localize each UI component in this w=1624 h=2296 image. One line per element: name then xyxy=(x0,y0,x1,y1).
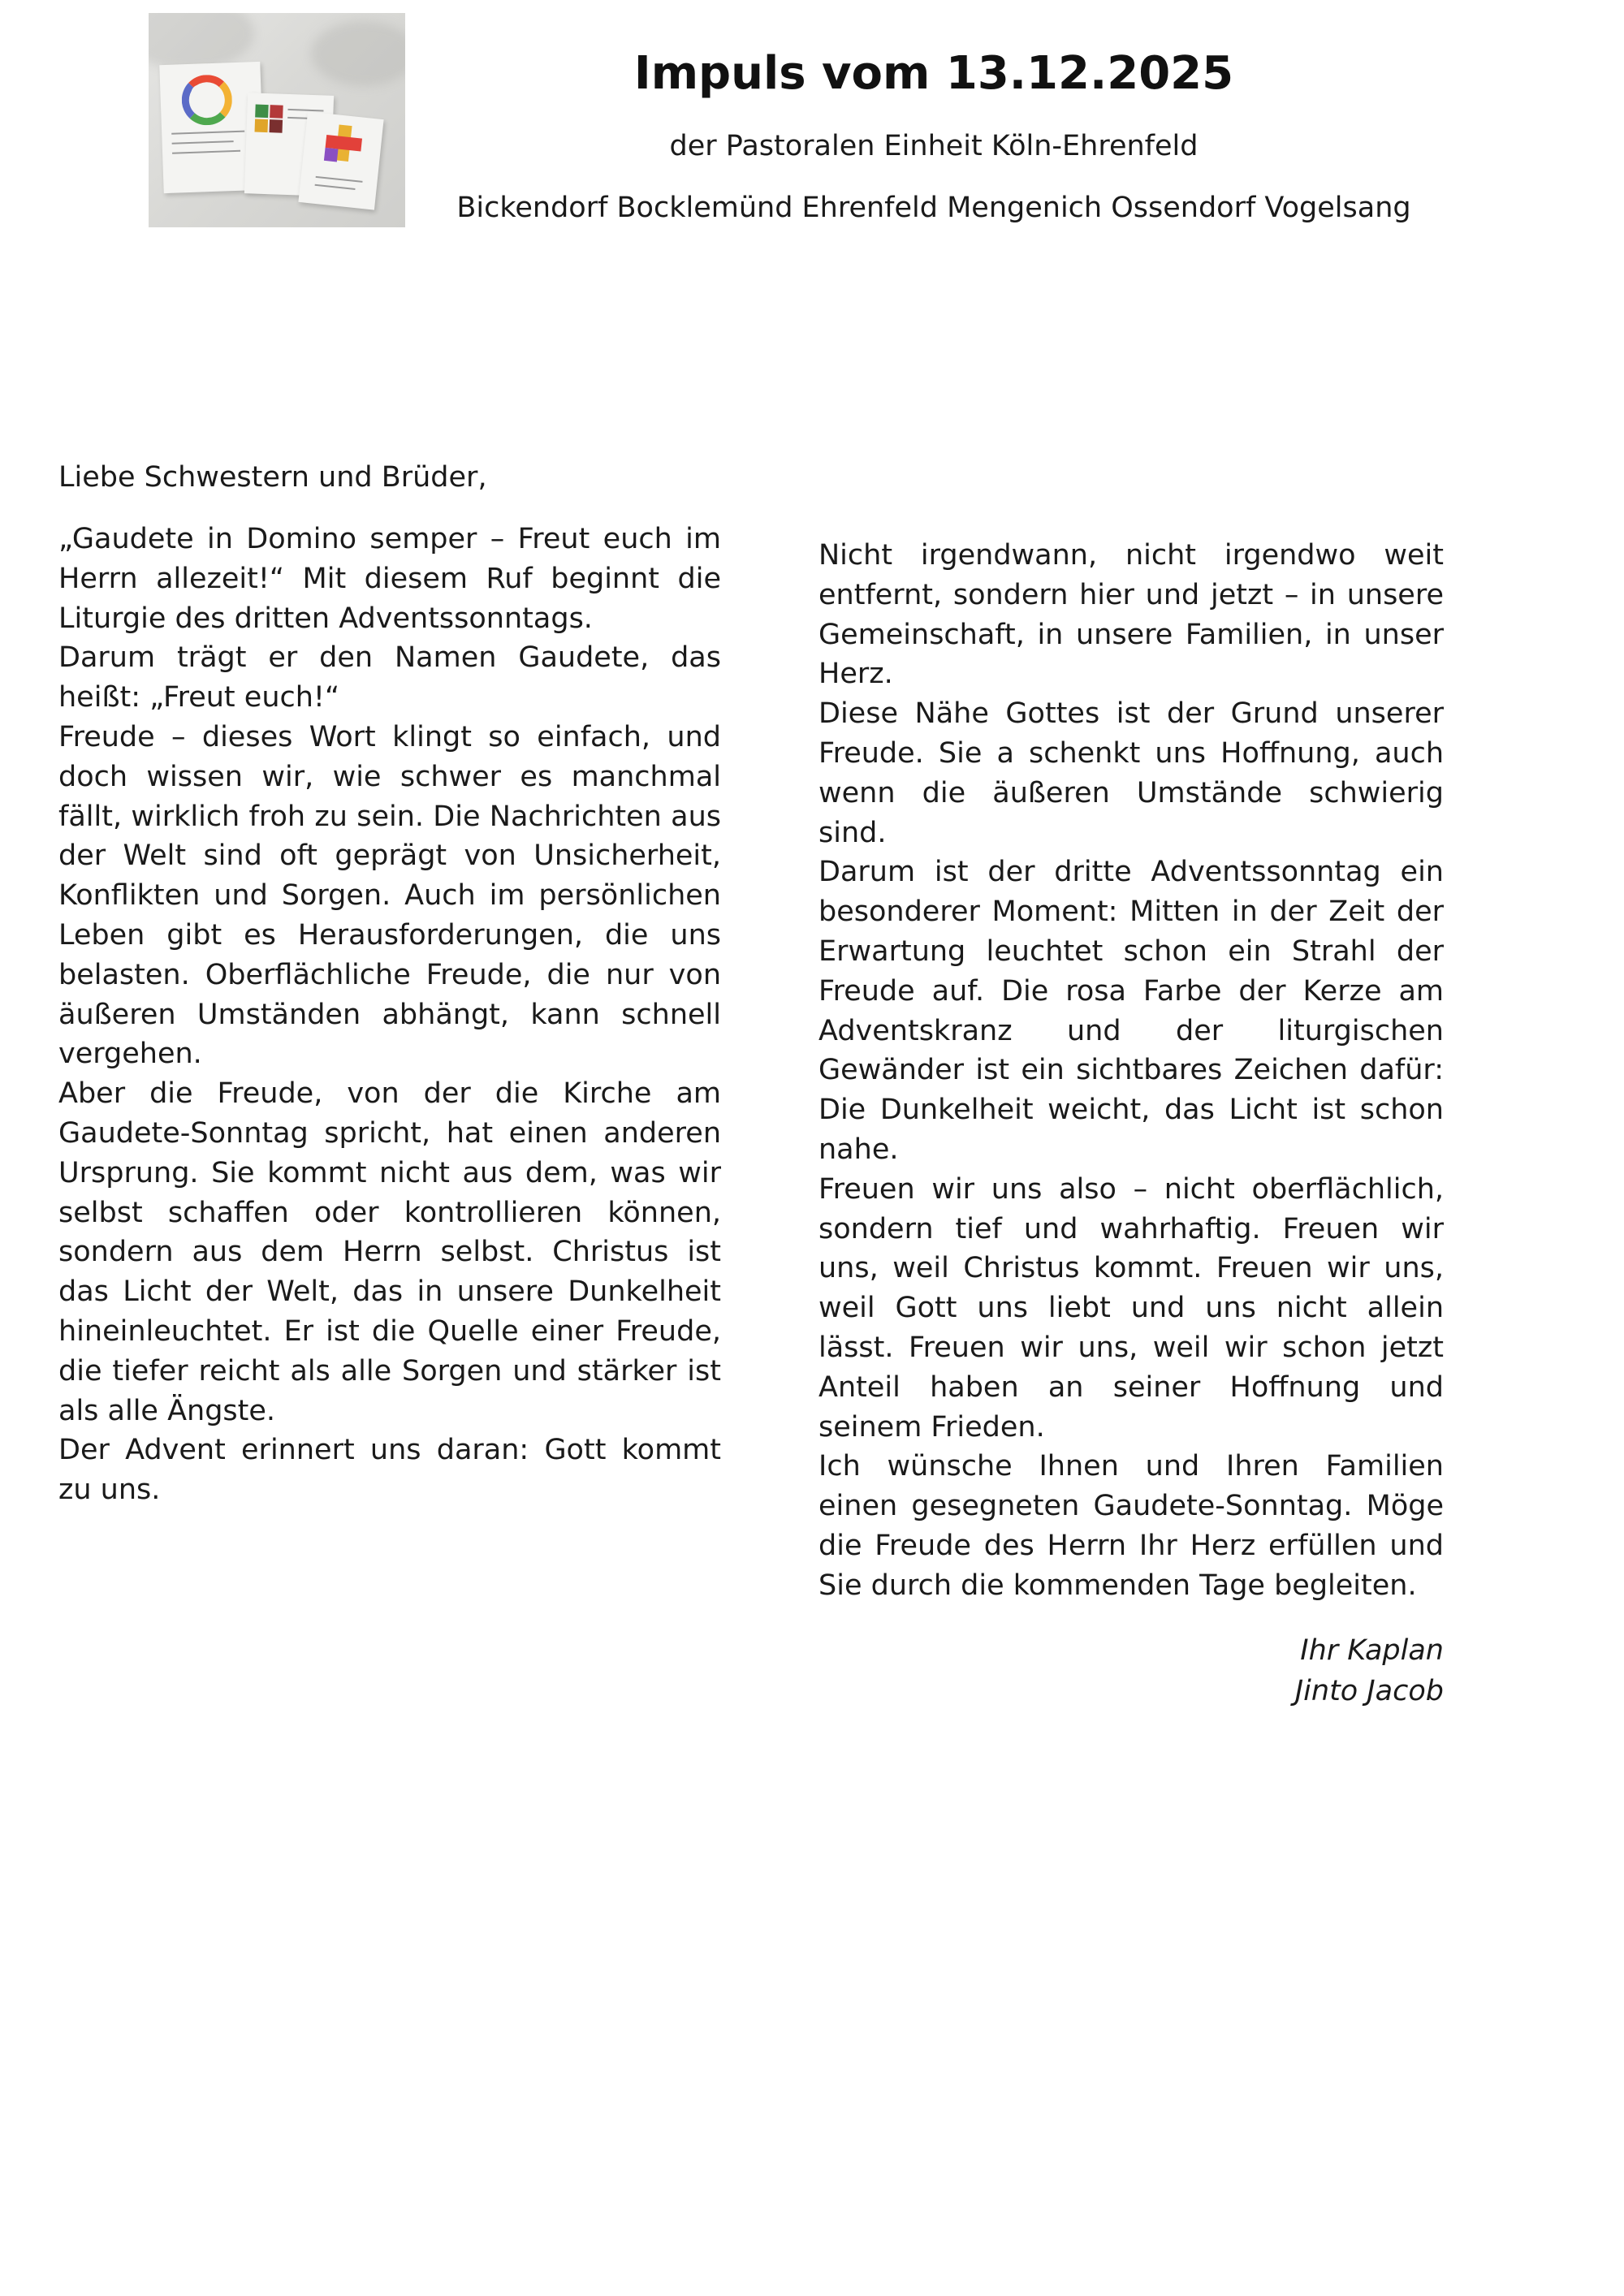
subtitle: der Pastoralen Einheit Köln-Ehrenfeld xyxy=(669,130,1199,162)
signature-title: Ihr Kaplan xyxy=(1300,1634,1444,1667)
paragraph: Darum ist der dritte Adventssonntag ein besonderer Moment: Mitten in der Zeit der Erwartung leuchtet schon ein Strahl der Freude auf. Die rosa Farbe der Kerze am Adventskranz und der liturgischen Gewänder ist ein sichtbares Zeichen dafür: Die Dunkelheit weicht, das Licht ist schon nahe. xyxy=(818,856,1444,1166)
right-column xyxy=(818,536,1444,1606)
signature xyxy=(1137,1630,1444,1711)
logo-card-right xyxy=(298,111,383,209)
paragraph: Diese Nähe Gottes ist der Grund unserer Freude. Sie a schenkt uns Hoffnung, auch wenn die äußeren Umstände schwierig sind. xyxy=(818,697,1444,849)
paragraph: Nicht irgendwann, nicht irgendwo weit entfernt, sondern hier und jetzt – in unsere Gemeinschaft, in unsere Familien, in unser Herz. xyxy=(818,539,1444,691)
paragraph: Ich wünsche Ihnen und Ihren Familien einen gesegneten Gaudete-Sonntag. Möge die Freude des Herrn Ihr Herz erfüllen und Sie durch die kommenden Tage begleiten. xyxy=(818,1450,1444,1602)
locations-line: Bickendorf Bocklemünd Ehrenfeld Mengenich Ossendorf Vogelsang xyxy=(456,192,1411,224)
color-ring-icon xyxy=(181,74,233,126)
paragraph: Darum trägt er den Namen Gaudete, das heißt: „Freut euch!“ xyxy=(58,641,721,714)
paragraph: Aber die Freude, von der die Kirche am Gaudete-Sonntag spricht, hat einen anderen Ursprung. Sie kommt nicht aus dem, was wir selbst schaffen oder kontrollieren können, sondern aus dem Herrn selbst. Christus ist das Licht der Welt, das in unsere Dunkelheit hineinleuchtet. Er ist die Quelle einer Freude, die tiefer reicht als alle Sorgen und stärker ist als alle Ängste. xyxy=(58,1077,721,1427)
signature-name: Jinto Jacob xyxy=(1294,1675,1444,1707)
greeting: Liebe Schwestern und Brüder, xyxy=(58,461,487,494)
paragraph: Freude – dieses Wort klingt so einfach, und doch wissen wir, wie schwer es manchmal fällt, wirklich froh zu sein. Die Nachrichten aus der Welt sind oft geprägt von Unsicherheit, Konflikten und Sorgen. Auch im persönlichen Leben gibt es Herausforderungen, die uns belasten. Oberflächliche Freude, die nur von äußeren Umständen abhängt, kann schnell vergehen. xyxy=(58,720,721,1071)
page-title: Impuls vom 13.12.2025 xyxy=(633,47,1234,100)
paragraph: Freuen wir uns also – nicht oberflächlich, sondern tief und wahrhaftig. Freuen wir uns, weil Christus kommt. Freuen wir uns, weil Gott uns liebt und uns nicht allein lässt. Freuen wir uns, weil wir schon jetzt Anteil haben an seiner Hoffnung und seinem Frieden. xyxy=(818,1172,1444,1444)
logo-image xyxy=(149,13,405,227)
paragraph: Der Advent erinnert uns daran: Gott kommt zu uns. xyxy=(58,1434,721,1507)
paragraph: „Gaudete in Domino semper – Freut euch im Herrn allezeit!“ Mit diesem Ruf beginnt die Liturgie des dritten Adventssonntags. xyxy=(58,523,721,635)
left-column xyxy=(58,520,721,1510)
